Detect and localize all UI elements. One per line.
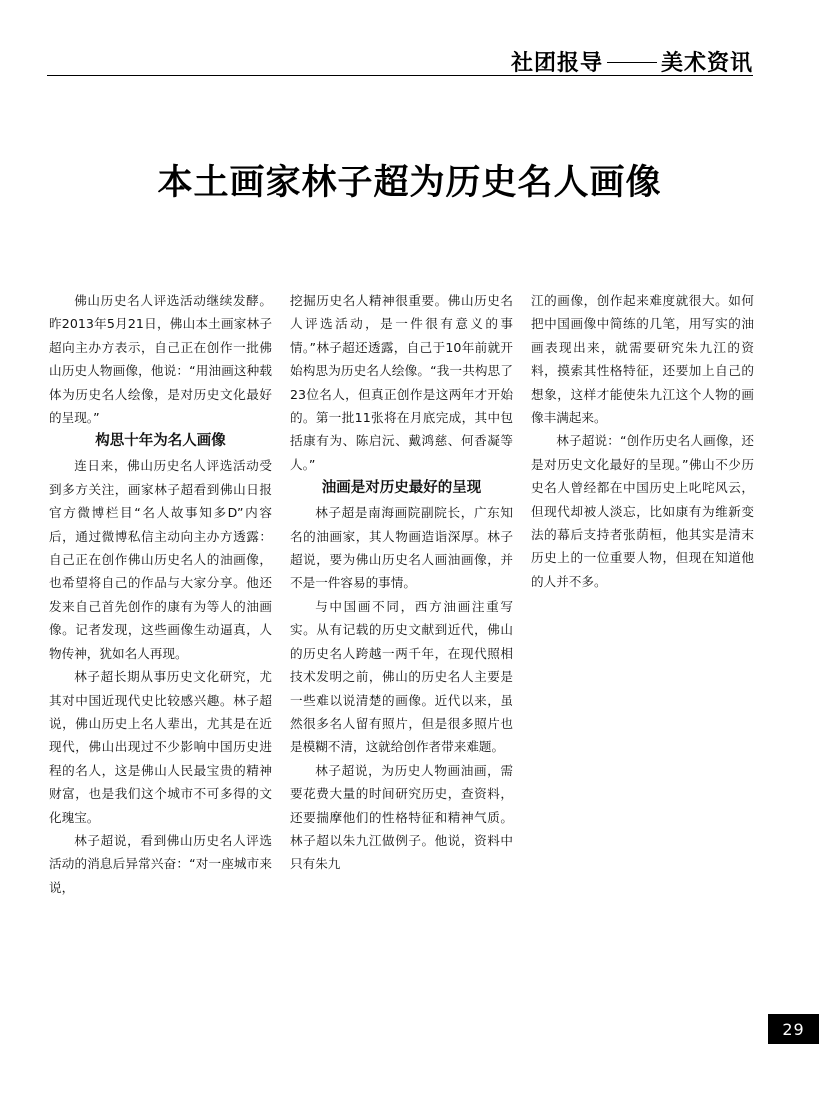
- paragraph-continued: 挖掘历史名人精神很重要。佛山历史名人评选活动，是一件很有意义的事情。”林子超还透露，自己于10年前就开始构思为历史名人绘像。“我一共构思了23位名人，但真正创作是这两年才开始的。第一批11张将在月底完成，其中包括康有为、陈启沅、戴鸿慈、何香凝等人。”: [290, 293, 513, 472]
- header-rule: [47, 75, 753, 76]
- paragraph: 佛山历史名人评选活动继续发酵。昨2013年5月21日，佛山本土画家林子超向主办方表示，自己正在创作一批佛山历史人物画像，他说：“用油画这种载体为历史名人绘像，是对历史文化最好的呈现。”: [49, 293, 272, 426]
- section-name: 社团报导: [510, 50, 603, 76]
- column-2: [290, 289, 513, 876]
- paragraph-continued: 江的画像，创作起来难度就很大。如何把中国画像中简练的几笔，用写实的油画表现出来，就需要研究朱九江的资料，摸索其性格特征，还要加上自己的想象，这样才能使朱九江这个人物的画像丰满起来。: [531, 293, 754, 426]
- paragraph: 林子超说，看到佛山历史名人评选活动的消息后异常兴奋：“对一座城市来说，: [49, 832, 272, 895]
- paragraph: 与中国画不同，西方油画注重写实。从有记载的历史文献到近代，佛山的历史名人跨越一两千年，在现代照相技术发明之前，佛山的历史名人主要是一些难以说清楚的画像。近代以来，虽然很多名人留有照片，但是很多照片也是模糊不清，这就给创作者带来难题。: [290, 598, 513, 755]
- header-dash: [607, 62, 657, 63]
- paragraph: 连日来，佛山历史名人评选活动受到多方关注，画家林子超看到佛山日报官方微博栏目“名人故事知多D”内容后，通过微博私信主动向主办方透露：自己正在创作佛山历史名人的油画像，也希望将自己的作品与大家分享。他还发来自己首先创作的康有为等人的油画像。记者发现，这些画像生动逼真，人物传神，犹如名人再现。: [49, 458, 272, 661]
- article-title: 本土画家林子超为历史名人画像: [157, 163, 662, 203]
- page-number: 29: [768, 1014, 819, 1044]
- subheading: 油画是对历史最好的呈现: [321, 480, 482, 497]
- subheading: 构思十年为名人画像: [95, 433, 226, 450]
- paragraph: 林子超长期从事历史文化研究，尤其对中国近现代史比较感兴趣。林子超说，佛山历史上名人辈出，尤其是在近现代，佛山出现过不少影响中国历史进程的名人，这是佛山人民最宝贵的精神财富，也是我们这个城市不可多得的文化瑰宝。: [49, 669, 272, 825]
- section-header: [511, 46, 753, 76]
- column-1: [49, 289, 272, 899]
- column-3: [531, 289, 754, 593]
- paragraph: 林子超说：“创作历史名人画像，还是对历史文化最好的呈现。”佛山不少历史名人曾经都在中国历史上叱咤风云，但现代却被人淡忘，比如康有为维新变法的幕后支持者张荫桓，他其实是清末历史上的一位重要人物，但现在知道他的人并不多。: [531, 433, 754, 589]
- paragraph: 林子超说，为历史人物画油画，需要花费大量的时间研究历史，查资料，还要揣摩他们的性格特征和精神气质。林子超以朱九江做例子。他说，资料中只有朱九: [290, 762, 513, 872]
- category-name: 美术资讯: [660, 50, 753, 76]
- paragraph: 林子超是南海画院副院长，广东知名的油画家，其人物画造诣深厚。林子超说，要为佛山历史名人画油画像，并不是一件容易的事情。: [290, 505, 513, 591]
